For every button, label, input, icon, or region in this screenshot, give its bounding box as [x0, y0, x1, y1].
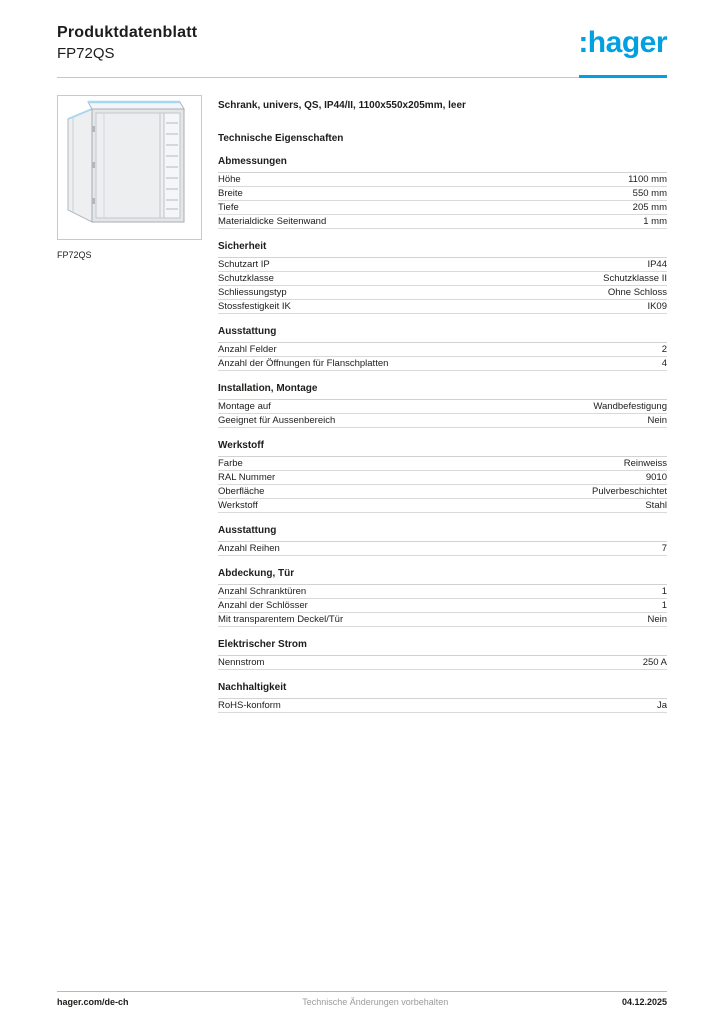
spec-label: Tiefe: [218, 202, 239, 213]
spec-value: 550 mm: [632, 188, 667, 199]
spec-row: [218, 343, 667, 357]
spec-column: [218, 95, 667, 713]
spec-value: 1: [661, 586, 667, 597]
spec-row: [218, 599, 667, 613]
spec-section-werkstoff: [218, 440, 667, 513]
spec-row: [218, 286, 667, 300]
spec-row: [218, 656, 667, 670]
spec-row: [218, 613, 667, 627]
header-rule-blue-accent: [579, 75, 667, 78]
spec-row: [218, 201, 667, 215]
spec-value: IP44: [647, 259, 667, 270]
spec-label: RoHS-konform: [218, 700, 281, 711]
section-heading: Sicherheit: [218, 241, 667, 258]
spec-value: Ohne Schloss: [607, 287, 667, 298]
spec-value: 9010: [645, 472, 667, 483]
spec-row: [218, 542, 667, 556]
spec-label: Schutzklasse: [218, 273, 274, 284]
page-title: Produktdatenblatt: [57, 24, 198, 41]
spec-section-installation: [218, 383, 667, 428]
footer-disclaimer: Technische Änderungen vorbehalten: [302, 997, 449, 1007]
spec-label: Geeignet für Aussenbereich: [218, 415, 336, 426]
spec-section-sicherheit: [218, 241, 667, 314]
cabinet-drawing: [58, 96, 201, 239]
spec-section-nachhaltigkeit: [218, 682, 667, 713]
spec-value: 205 mm: [632, 202, 667, 213]
spec-section-elektrischer-strom: [218, 639, 667, 670]
spec-section-ausstattung-1: [218, 326, 667, 371]
spec-value: Reinweiss: [623, 458, 667, 469]
header: [57, 24, 667, 62]
spec-value: Schutzklasse II: [603, 273, 667, 284]
spec-value: Wandbefestigung: [593, 401, 667, 412]
spec-row: [218, 471, 667, 485]
spec-label: Mit transparentem Deckel/Tür: [218, 614, 344, 625]
spec-label: Oberfläche: [218, 486, 265, 497]
spec-label: Farbe: [218, 458, 243, 469]
product-image: [57, 95, 202, 240]
spec-row: [218, 357, 667, 371]
footer-link[interactable]: hager.com/de-ch: [57, 997, 129, 1007]
spec-label: RAL Nummer: [218, 472, 276, 483]
spec-value: 4: [661, 358, 667, 369]
spec-row: [218, 300, 667, 314]
section-heading: Werkstoff: [218, 440, 667, 457]
spec-row: [218, 414, 667, 428]
spec-label: Breite: [218, 188, 243, 199]
spec-label: Anzahl der Öffnungen für Flanschplatten: [218, 358, 389, 369]
spec-label: Materialdicke Seitenwand: [218, 216, 327, 227]
section-heading: Abdeckung, Tür: [218, 568, 667, 585]
product-code: FP72QS: [57, 45, 115, 62]
spec-label: Werkstoff: [218, 500, 258, 511]
spec-label: Schliessungstyp: [218, 287, 287, 298]
spec-row: [218, 585, 667, 599]
spec-label: Anzahl der Schlösser: [218, 600, 308, 611]
product-image-caption: FP72QS: [57, 250, 92, 260]
tech-properties-heading: Technische Eigenschaften: [218, 133, 344, 144]
spec-row: [218, 215, 667, 229]
section-heading: Ausstattung: [218, 525, 667, 542]
spec-value: Ja: [656, 700, 667, 711]
footer: [57, 991, 667, 1007]
spec-label: Anzahl Reihen: [218, 543, 280, 554]
spec-label: Anzahl Schranktüren: [218, 586, 307, 597]
spec-value: Stahl: [645, 500, 667, 511]
spec-value: 1 mm: [643, 216, 667, 227]
spec-row: [218, 457, 667, 471]
spec-section-abmessungen: [218, 156, 667, 229]
section-heading: Installation, Montage: [218, 383, 667, 400]
spec-row: [218, 258, 667, 272]
header-titles: [57, 24, 197, 62]
spec-label: Anzahl Felder: [218, 344, 277, 355]
spec-row: [218, 187, 667, 201]
spec-label: Schutzart IP: [218, 259, 270, 270]
image-column: [57, 95, 202, 713]
hager-logo: :hager: [578, 26, 667, 59]
section-heading: Abmessungen: [218, 156, 667, 173]
spec-value: 1: [661, 600, 667, 611]
spec-value: Pulverbeschichtet: [592, 486, 667, 497]
spec-value: Nein: [647, 415, 667, 426]
header-rule: [57, 75, 667, 78]
section-heading: Elektrischer Strom: [218, 639, 667, 656]
header-rule-gray: [57, 77, 579, 78]
spec-row: [218, 499, 667, 513]
spec-label: Stossfestigkeit IK: [218, 301, 291, 312]
spec-row: [218, 272, 667, 286]
spec-value: 250 A: [642, 657, 667, 668]
spec-section-abdeckung: [218, 568, 667, 627]
spec-label: Montage auf: [218, 401, 271, 412]
footer-date: 04.12.2025: [621, 997, 667, 1007]
spec-value: IK09: [647, 301, 667, 312]
spec-value: 1100 mm: [628, 174, 667, 185]
spec-value: 7: [661, 543, 667, 554]
section-heading: Nachhaltigkeit: [218, 682, 667, 699]
section-heading: Ausstattung: [218, 326, 667, 343]
spec-section-ausstattung-2: [218, 525, 667, 556]
spec-row: [218, 485, 667, 499]
product-title: Schrank, univers, QS, IP44/II, 1100x550x205mm, leer: [218, 100, 466, 111]
spec-label: Nennstrom: [218, 657, 265, 668]
spec-row: [218, 400, 667, 414]
spec-value: 2: [661, 344, 667, 355]
spec-value: Nein: [647, 614, 667, 625]
spec-row: [218, 173, 667, 187]
spec-label: Höhe: [218, 174, 241, 185]
spec-row: [218, 699, 667, 713]
main-content: [57, 95, 667, 713]
